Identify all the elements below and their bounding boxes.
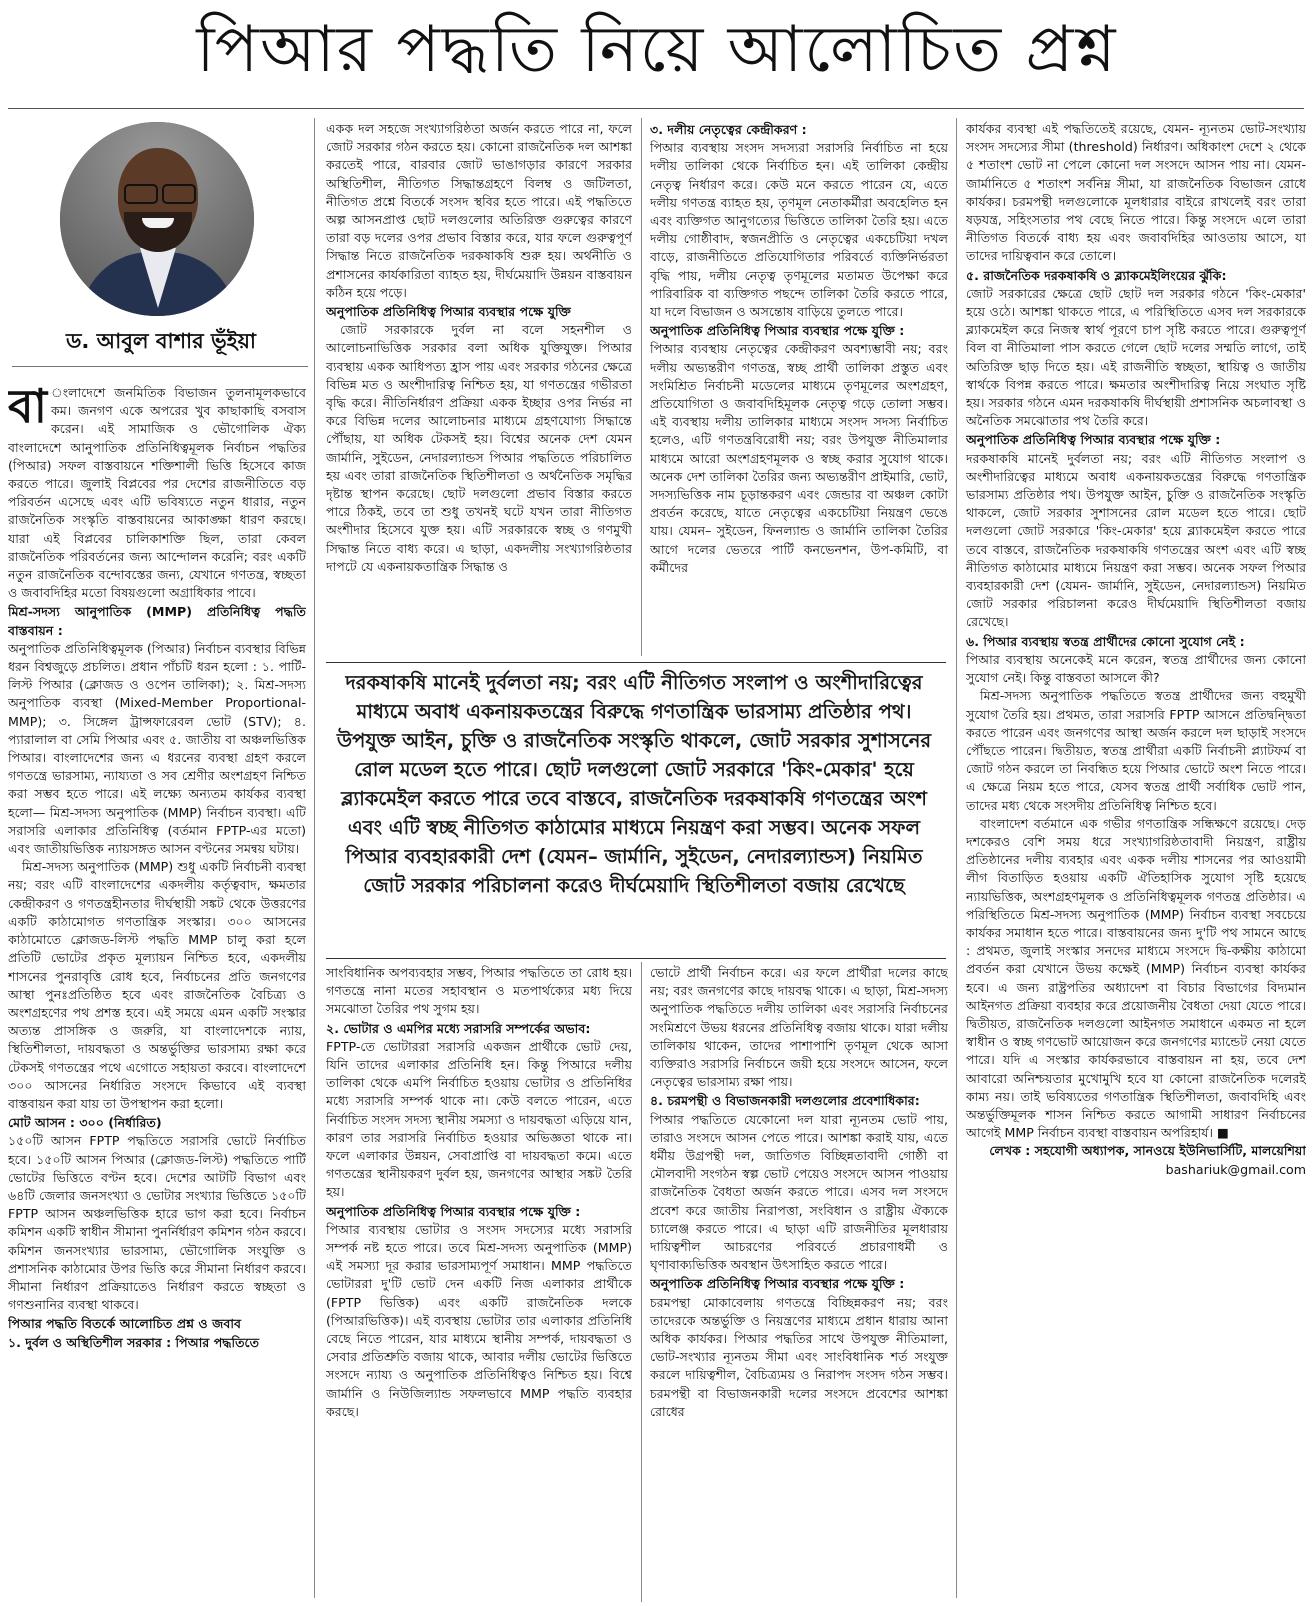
- paragraph: কার্যকর ব্যবস্থা এই পদ্ধতিতেই রয়েছে, যেমন- ন্যূনতম ভোট-সংখ্যায় সংসদ সদস্যের সীমা (threshold) নির্ধারণ। অধিকাংশ দেশে ২ থেকে ৫ শতাংশ ভোট না পেলে কোনো দল সংসদে আসন পায় না। যেমন- জার্মানিতে ৫ শতাংশ সর্বনিম্ন সীমা, যা রাজনৈতিক বিভাজন রোধে কার্যকর। চরমপন্থী দলগুলোকে মূলধারার বাইরে রাখলেই বরং তারা ষড়যন্ত্র, সহিংসতার পথ বেছে নিতে পারে। কিন্তু সংসদে এলে তারা নীতিগত বিতর্কে বাধ্য হয় এবং জবাবদিহির আওতায় আসে, যা তাদের দায়িত্ববান করে তোলে।: [966, 121, 1306, 264]
- column-divider: [641, 118, 642, 656]
- subheading: ৩. দলীয় নেতৃত্বের কেন্দ্রীকরণ :: [650, 122, 807, 137]
- pullquote-rule-top: [326, 662, 946, 663]
- column-divider: [641, 962, 642, 1602]
- paragraph: FPTP-তে ভোটাররা সরাসরি একজন প্রার্থীকে ভোট দেয়, যিনি তাদের এলাকার প্রতিনিধি হন। কিন্তু পিআরে দলীয় তালিকা থেকে এমপি নির্বাচিত হওয়ায় ভোটার ও প্রতিনিধির মধ্যে সরাসরি সম্পর্ক থাকে না। কেউ বলতে পারেন, এতে নির্বাচিত সংসদ সদস্য স্থানীয় সমস্যা ও দায়বদ্ধতা এড়িয়ে যান, কারণ তার সরাসরি নির্বাচিত হওয়ার অভিজ্ঞতা থাকে না। ফলে এলাকার উন্নয়ন, সেবাপ্রাপ্তি বা দায়বদ্ধতা কমে। এতে গণতন্ত্রের স্থানীয়করণ দুর্বল হয়, জনগণের আস্থার সঙ্কট তৈরি হয়।: [326, 1038, 632, 1200]
- column-2-bottom: [326, 964, 632, 1598]
- paragraph: সাংবিধানিক অপব্যবহার সম্ভব, পিআর পদ্ধতিতে তা রোধ হয়। গণতন্ত্রে নানা মতের সহাবস্থান ও মতপার্থক্যের মধ্য দিয়ে সমঝোতা তৈরির পথ সুগম হয়।: [326, 965, 632, 1017]
- column-3-bottom: [650, 964, 948, 1598]
- paragraph: পিআর পদ্ধতিতে যেকোনো দল যারা ন্যূনতম ভোট পায়, তারাও সংসদে আসন পেতে পারে। আশঙ্কা করাই যায়, এতে ধর্মীয় উগ্রপন্থী দল, জাতিগত বিচ্ছিন্নতাবাদী গোষ্ঠী বা মৌলবাদী সংগঠন স্বল্প ভোট পেয়েও সংসদে আসন পাওয়ায় রাজনৈতিক বৈধতা অর্জন করতে পারে। এসব দল সংসদে প্রবেশ করে জাতীয় নিরাপত্তা, সংবিধান ও রাষ্ট্রীয় ঐক্যকে চ্যালেঞ্জ করতে পারে। এ ছাড়া এটি রাজনীতির মূলধারায় দায়িত্বশীল আচরণের পরিবর্তে প্রচারণাধর্মী ও ঘৃণাবাক্যভিত্তিক অবস্থান উৎসাহিত করতে পারে।: [650, 1111, 948, 1273]
- subheading: মিশ্র-সদস্য আনুপাতিক (MMP) প্রতিনিধিত্ব পদ্ধতি বাস্তবায়ন :: [8, 604, 306, 638]
- headline-rule: [8, 108, 1304, 109]
- drop-cap: বা: [8, 384, 47, 433]
- subheading: পিআর পদ্ধতি বিতর্কে আলোচিত প্রশ্ন ও জবাব: [8, 1316, 242, 1332]
- paragraph: অনুপাতিক প্রতিনিধিত্বমূলক (পিআর) নির্বাচন ব্যবস্থার বিভিন্ন ধরন বিশ্বজুড়ে প্রচলিত। প্রধান পাঁচটি ধরন হলো : ১. পার্টি-লিস্ট পিআর (ক্লোজড ও ওপেন তালিকা); ২. মিশ্র-সদস্য অনুপাতিক ব্যবস্থা (Mixed-Member Proportional-MMP); ৩. সিঙ্গেল ট্রান্সফারেবল ভোট (STV); ৪. প্যারালাল বা সেমি পিআর এবং ৫. জাতীয় বা অঞ্চলভিত্তিক পিআর। বাংলাদেশের জন্য এ ধরনের ব্যবস্থা গ্রহণ করলে গণতন্ত্রে ভারসাম্য, ন্যায্যতা ও সব শ্রেণীর অংশগ্রহণ নিশ্চিত করা সম্ভব হতে পারে। এই লক্ষ্যে অন্যতম কার্যকর ব্যবস্থা হলো— মিশ্র-সদস্য অনুপাতিক (MMP) নির্বাচন ব্যবস্থা। এটি সরাসরি এলাকার প্রতিনিধিত্ব (বর্তমান FPTP-এর মতো) এবং জাতীয়ভিত্তিক ন্যায়সঙ্গত আসন বণ্টনের সমন্বয় ঘটায়।: [8, 640, 306, 857]
- column-4: [966, 120, 1306, 1598]
- headline: পিআর পদ্ধতি নিয়ে আলোচিত প্রশ্ন: [196, 13, 1118, 87]
- column-3-top: [650, 120, 948, 656]
- pull-quote: দরকষাকষি মানেই দুর্বলতা নয়; বরং এটি নীতিগত সংলাপ ও অংশীদারিত্বের মাধ্যমে অবাধ একনায়কতন্ত্রের বিরুদ্ধে গণতান্ত্রিক ভারসাম্য প্রতিষ্ঠার পথ। উপযুক্ত আইন, চুক্তি ও রাজনৈতিক সংস্কৃতি থাকলে, জোট সরকার সুশাসনের রোল মডেল হতে পারে। ছোট দলগুলো জোট সরকারে 'কিং-মেকার' হয়ে ব্ল্যাকমেইল করতে পারে তবে বাস্তবে, রাজনৈতিক দরকষাকষি গণতন্ত্রের অংশ এবং এটি স্বচ্ছ নীতিগত কাঠামোর মাধ্যমে নিয়ন্ত্রণ করা সম্ভব। অনেক সফল পিআর ব্যবহারকারী দেশ (যেমন– জার্মানি, সুইডেন, নেদারল্যান্ডস) নিয়মিত জোট সরকার পরিচালনা করেও দীর্ঘমেয়াদি স্থিতিশীলতা বজায় রেখেছে: [336, 671, 932, 897]
- paragraph: জোট সরকারকে দুর্বল না বলে সহনশীল ও আলোচনাভিত্তিক সরকার বলা অধিক যুক্তিযুক্ত। পিআর ব্যবস্থায় একক আধিপত্য হ্রাস পায় এবং সরকার গঠনের ক্ষেত্রে বিভিন্ন মত ও অংশীদারিত্ব নিশ্চিত হয়, যা গণতন্ত্রের গভীরতা বৃদ্ধি করে। নীতিনির্ধারণ প্রক্রিয়া একক ইচ্ছার ওপর নির্ভর না করে বিভিন্ন দলের আলোচনার মাধ্যমে গ্রহণযোগ্য সিদ্ধান্তে পৌঁছায়, যা অধিক টেকসই হয়। বিশ্বের অনেক দেশ যেমন জার্মানি, সুইডেন, নেদারল্যান্ডস পিআর পদ্ধতিতে পরিচালিত হয় এবং তারা রাজনৈতিক স্থিতিশীলতা ও অর্থনৈতিক সমৃদ্ধির দৃষ্টান্ত স্থাপন করেছে। ছোট দলগুলো প্রভাব বিস্তার করতে পারে ঠিকই, তবে তা শুধু তখনই ঘটে যখন তারা নীতিগত অংশীদার হিসেবে যুক্ত হয়। এটি সরকারকে স্বচ্ছ ও গণমুখী সিদ্ধান্ত নিতে বাধ্য করে। এ ছাড়া, একদলীয় সংখ্যাগরিষ্ঠতার দাপটে যে একনায়কতান্ত্রিক সিদ্ধান্ত ও: [326, 322, 632, 574]
- author-byline: ড. আবুল বাশার ভূঁইয়া: [65, 329, 257, 353]
- column-divider: [956, 118, 957, 1598]
- paragraph: পিআর ব্যবস্থায় নেতৃত্বের কেন্দ্রীকরণ অবশ্যম্ভাবী নয়; বরং দলীয় অভ্যন্তরীণ গণতন্ত্র, স্বচ্ছ প্রার্থী তালিকা প্রস্তুত এবং সংমিশ্রিত নির্বাচনী মডেলের মাধ্যমে তৃণমূলের অংশগ্রহণ, প্রতিযোগিতা ও জবাবদিহিমূলক নেতৃত্ব গড়ে তোলা সম্ভব। এই ব্যবস্থায় দলীয় তালিকার মাধ্যমে সংসদ সদস্য নির্বাচিত হলেও, এটি গণতন্ত্রবিরোধী নয়; বরং উপযুক্ত নীতিমালার মাধ্যমে আরো অংশগ্রহণমূলক ও স্বচ্ছ করার সুযোগ থাকে। অনেক দেশ তালিকা তৈরির জন্য অভ্যন্তরীণ প্রাইমারি, ভোট, সদস্যভিত্তিক নাম চূড়ান্তকরণ এবং জেন্ডার বা অঞ্চল কোটা প্রবর্তন করেছে, যাতে নেতৃত্বের একচেটিয়া নিয়ন্ত্রণ ভেঙে যায়। যেমন– সুইডেন, ফিনল্যান্ড ও জার্মানি তালিকা তৈরির আগে দলের ভেতরে পার্টি কনভেনশন, উপ-কমিটি, বা কর্মীদের: [650, 341, 948, 575]
- intro-paragraph: বা ংলাদেশে জনমিতিক বিভাজন তুলনামূলকভাবে কম। জনগণ একে অপরের খুব কাছাকাছি বসবাস করেন। এই সামাজিক ও ভৌগোলিক ঐক্য বাংলাদেশে আনুপাতিক প্রতিনিধিত্বমূলক নির্বাচন পদ্ধতির (পিআর) সফল বাস্তবায়নে শক্তিশালী ভিত্তি হিসেবে কাজ করতে পারে। জুলাই বিপ্লবের পর দেশের রাজনীতিতে বড় পরিবর্তন এসেছে এবং এটি ভবিষ্যতে নতুন ধারার, নতুন রাজনৈতিক সংস্কৃতি বাস্তবায়নের আকাঙ্ক্ষা ধারণ করছে। যারা এই বিপ্লবের চালিকাশক্তি ছিল, তারা কেবল রাজনৈতিক পরিবর্তনের জন্য আন্দোলন করেনি; বরং একটি নতুন রাজনৈতিক বন্দোবস্তের জন্য, যেখানে গণতন্ত্র, স্বচ্ছতা ও জবাবদিহির মতো বিষয়গুলো অগ্রাধিকার পাবে।: [8, 384, 306, 601]
- subheading: অনুপাতিক প্রতিনিধিত্ব পিআর ব্যবস্থার পক্ষে যুক্তি :: [326, 1203, 581, 1219]
- author-email: bashariuk@gmail.com: [1165, 1161, 1306, 1177]
- paragraph: পিআর ব্যবস্থায় সংসদ সদস্যরা সরাসরি নির্বাচিত না হয়ে দলীয় তালিকা থেকে নির্বাচিত হন। এই তালিকা কেন্দ্রীয় নেতৃত্ব নির্ধারণ করে। কেউ মনে করতে পারেন যে, এতে দলীয় গণতন্ত্র ব্যাহত হয়, তৃণমূল নেতাকর্মীরা অবহেলিত হন এবং ব্যক্তিগত আনুগত্যের ভিত্তিতে তালিকা তৈরি হয়। এতে দলীয় গোষ্ঠীবাদ, স্বজনপ্রীতি ও নেতৃত্বের একচেটিয়া দখল বাড়ে, রাজনীতিতে প্রতিযোগিতার পরিবর্তে ব্যক্তিনির্ভরতা বৃদ্ধি পায়, দলীয় নেতৃত্ব তৃণমূলের মতামত উপেক্ষা করে পারিবারিক বা ব্যক্তিগত পছন্দে তালিকা তৈরি করতে পারে, যা দলে বিভাজন ও অসন্তোষ বাড়িয়ে তুলতে পারে।: [650, 140, 948, 320]
- paragraph: মিশ্র-সদস্য অনুপাতিক (MMP) শুধু একটি নির্বাচনী ব্যবস্থা নয়; বরং এটি বাংলাদেশের একদলীয় কর্তৃত্ববাদ, ক্ষমতার কেন্দ্রীকরণ ও গণতন্ত্রহীনতার দীর্ঘস্থায়ী সঙ্কট থেকে উত্তরণের একটি কাঠামোগত গণতান্ত্রিক সংস্কার। ৩০০ আসনের কাঠামোতে ক্লোজড-লিস্ট পদ্ধতি MMP চালু করা হলে প্রতিটি ভোটের প্রকৃত মূল্যায়ন নিশ্চিত হবে, একদলীয় শাসনের পুনরাবৃত্তি রোধ হবে, নির্বাচনের প্রতি জনগণের আস্থা পুনঃপ্রতিষ্ঠিত হবে এবং রাজনৈতিক বৈচিত্র্য ও অংশগ্রহণের পথ প্রশস্ত হবে। এই সময়ে এমন একটি সংস্কার অত্যন্ত প্রাসঙ্গিক ও জরুরি, যা বাংলাদেশকে ন্যায়, স্থিতিশীলতা, দায়বদ্ধতা ও অন্তর্ভুক্তির ভারসাম্য রক্ষা করে টেকসই গণতন্ত্রের পথে এগোতে সহায়তা করবে। বাংলাদেশে ৩০০ আসনের নির্ধারিত সংসদে কিভাবে এই ব্যবস্থা বাস্তবায়ন করা যায় তা উপস্থাপন করা হলো।: [8, 859, 306, 1111]
- paragraph: বাংলাদেশ বর্তমানে এক গভীর গণতান্ত্রিক সন্ধিক্ষণে রয়েছে। দেড় দশকেরও বেশি সময় ধরে সংখ্যাগরিষ্ঠতাবাদী নিয়ন্ত্রণ, রাষ্ট্রীয় প্রতিষ্ঠানের দলীয় ব্যবহার এবং একক দলীয় শাসনের পর আওয়ামী লীগ বিতাড়িত হওয়ায় একটি ঐতিহাসিক সুযোগ সৃষ্টি হয়েছে ন্যায়ভিত্তিক, অংশগ্রহণমূলক ও প্রতিনিধিত্বমূলক গণতন্ত্র প্রতিষ্ঠার। এ পরিস্থিতিতে মিশ্র-সদস্য অনুপাতিক (MMP) নির্বাচন ব্যবস্থা সবচেয়ে কার্যকর সমাধান হতে পারে। বাস্তবায়নের জন্য দু'টি পথ সামনে আছে : প্রথমত, জুলাই সংস্কার সনদের মাধ্যমে সংসদে দ্বি-কক্ষীয় কাঠামো প্রবর্তন করা যেখানে উভয় কক্ষেই (MMP) নির্বাচন ব্যবস্থা কার্যকর হবে। এ জন্য রাষ্ট্রপতির অধ্যাদেশ বা বিচার বিভাগের বিদ্যমান আইনগত প্রক্রিয়া ব্যবহার করে প্রয়োজনীয় বৈধতা দেয়া যেতে পারে। দ্বিতীয়ত, রাজনৈতিক দলগুলো আইনগত সমাধানে একমত না হলে স্বাধীন ও স্বচ্ছ গণভোট আয়োজন করে জনগণের ম্যান্ডেট নেয়া যেতে পারে। যদি এ সংস্কার কার্যকরভাবে বাস্তবায়ন না হয়, তবে দেশ আবারো অনিশ্চয়তার মুখোমুখি হবে যা কোনো রাজনৈতিক দলেরই কাম্য নয়। তাই ভবিষ্যতের গণতান্ত্রিক স্থিতিশীলতা, জবাবদিহি এবং অন্তর্ভুক্তিমূলক শাসন নিশ্চিত করতে আগামী সাধারণ নির্বাচনের আগেই MMP নির্বাচন ব্যবস্থা বাস্তবায়ন অপরিহার্য। ■: [966, 815, 1306, 1141]
- paragraph: জোট সরকারের ক্ষেত্রে ছোট ছোট দল সরকার গঠনে 'কিং-মেকার' হয়ে ওঠে। আশঙ্কা থাকতে পারে, এ পরিস্থিতিতে এসব দল সরকারকে ব্ল্যাকমেইল করে নিজস্ব স্বার্থ পূরণে চাপ সৃষ্টি করতে পারে। গুরুত্বপূর্ণ বিল বা নীতিমালা পাস করতে গেলে ছোট দলের সম্মতি লাগে, তাই অতিরিক্ত ছাড় দিতে হয়। এই রাজনীতি স্বচ্ছতা, স্থায়িত্ব ও জাতীয় স্বার্থকে বিপন্ন করতে পারে। ক্ষমতার অংশীদারিত্ব নিয়ে সংঘাত সৃষ্টি হয়। সরকার গঠনে এমন দরকষাকষি দীর্ঘস্থায়ী প্রশাসনিক অচলাবস্থা ও অনৈতিক সমঝোতার পথ তৈরি করে।: [966, 285, 1306, 429]
- paragraph: ১৫০টি আসন FPTP পদ্ধতিতে সরাসরি ভোটে নির্বাচিত হবে। ১৫০টি আসন পিআর (ক্লোজড-লিস্ট) পদ্ধতিতে পার্টি ভোটের ভিত্তিতে বণ্টন হবে। দেশের আটটি বিভাগ এবং ৬৪টি জেলার জনসংখ্যা ও ভোটার সংখ্যার ভিত্তিতে ১৫০টি FPTP আসন অঞ্চলভিত্তিক হারে ভাগ করা হবে। নির্বাচন কমিশন একটি স্বাধীন সীমানা পুনর্নির্ধারণ কমিশন গঠন করবে। কমিশন জনসংখ্যার ভারসাম্য, ভৌগোলিক সংযুক্তি ও প্রশাসনিক কাঠামোর উপর ভিত্তি করে সীমানা নির্ধারণ করবে। সীমানা নির্ধারণ প্রক্রিয়াতেও নির্ধারণ করতে স্বচ্ছতা ও গণশুনানির ব্যবস্থা থাকবে।: [8, 1133, 306, 1313]
- paragraph: মিশ্র-সদস্য অনুপাতিক পদ্ধতিতে স্বতন্ত্র প্রার্থীদের জন্য বহুমুখী সুযোগ তৈরি হয়। প্রথমত, তারা সরাসরি FPTP আসনে প্রতিদ্বন্দ্বিতা করতে পারেন এবং জনগণের আস্থা অর্জন করলে দল ছাড়াই সংসদে পৌঁছতে পারেন। দ্বিতীয়ত, স্বতন্ত্র প্রার্থীরা একটি নির্বাচনী প্ল্যাটফর্ম বা জোট গঠন করলে তা নিবন্ধিত হয়ে পিআর ভোটে অংশ নিতে পারে। এ ক্ষেত্রে নিয়ম হতে পারে, যেসব স্বতন্ত্র প্রার্থী সর্বাধিক ভোট পান, তাদের মধ্য থেকে সংসদীয় প্রতিনিধিত্ব নিশ্চিত হবে।: [966, 688, 1306, 813]
- author-photo: [60, 122, 254, 316]
- subheading: ৫. রাজনৈতিক দরকষাকষি ও ব্ল্যাকমেইলিংয়ের ঝুঁকি:: [966, 267, 1227, 283]
- subheading: অনুপাতিক প্রতিনিধিত্ব পিআর ব্যবস্থার পক্ষে যুক্তি :: [650, 323, 905, 339]
- column-2-top: [326, 120, 632, 656]
- paragraph: দরকষাকষি মানেই দুর্বলতা নয়; বরং এটি নীতিগত সংলাপ ও অংশীদারিত্বের মাধ্যমে অবাধ একনায়কতন্ত্রের বিরুদ্ধে গণতান্ত্রিক ভারসাম্য প্রতিষ্ঠার পথ। উপযুক্ত আইন, চুক্তি ও রাজনৈতিক সংস্কৃতি থাকলে, জোট সরকার সুশাসনের রোল মডেল হতে পারে। ছোট দলগুলো জোট সরকারে 'কিং-মেকার' হয়ে ব্ল্যাকমেইল করতে পারে তবে বাস্তবে, রাজনৈতিক দরকষাকষি গণতন্ত্রের অংশ এবং এটি স্বচ্ছ নীতিগত কাঠামোর মাধ্যমে নিয়ন্ত্রণ করা সম্ভব। অনেক সফল পিআর ব্যবহারকারী দেশ (যেমন- জার্মানি, সুইডেন, নেদারল্যান্ডস) নিয়মিত জোট সরকার পরিচালনা করেও দীর্ঘমেয়াদি স্থিতিশীলতা বজায় রেখেছে।: [966, 450, 1306, 630]
- paragraph: চরমপন্থা মোকাবেলায় গণতন্ত্রে বিচ্ছিন্নকরণ নয়; বরং তাদেরকে অন্তর্ভুক্তি ও নিয়ন্ত্রণের মাধ্যমে প্রধান ধারায় আনা অধিক কার্যকর। পিআর পদ্ধতির সাথে উপযুক্ত নীতিমালা, ভোট-সংখ্যার ন্যূনতম সীমা এবং সাংবিধানিক শর্ত সংযুক্ত করলে দায়িত্বশীল, বৈচিত্র্যময় ও নিরাপদ সংসদ গঠন সম্ভব। চরমপন্থী বা বিভাজনকারী দলের সংসদে প্রবেশের আশঙ্কা রোধের: [650, 1294, 948, 1419]
- subheading: অনুপাতিক প্রতিনিধিত্ব পিআর ব্যবস্থার পক্ষে যুক্তি: [326, 304, 571, 320]
- paragraph: পিআর ব্যবস্থায় অনেকেই মনে করেন, স্বতন্ত্র প্রার্থীদের জন্য কোনো সুযোগ নেই। কিন্তু বাস্তবতা আসলে কী?: [966, 651, 1306, 686]
- subheading: ৬. পিআর ব্যবস্থায় স্বতন্ত্র প্রার্থীদের কোনো সুযোগ নেই :: [966, 633, 1245, 649]
- subheading: ২. ভোটার ও এমপির মধ্যে সরাসরি সম্পর্কের অভাব:: [326, 1020, 591, 1036]
- paragraph: একক দল সহজে সংখ্যাগরিষ্ঠতা অর্জন করতে পারে না, ফলে জোট সরকার গঠন করতে হয়। কোনো রাজনৈতিক দল আশঙ্কা করতেই পারে, বারবার জোট ভাঙাগড়ার কারণে সরকার অস্থিতিশীল, নীতিগত সিদ্ধান্তগ্রহণে বিলম্ব ও জটিলতা, নীতিগত প্রশ্নে বিতর্কে সংসদ স্থবির হতে পারে। এই পদ্ধতিতে অল্প আসনপ্রাপ্ত ছোট দলগুলোর অতিরিক্ত গুরুত্বের কারণে তারা বড় দলের ওপর প্রভাব বিস্তার করে, যার ফলে গুরুত্বপূর্ণ সিদ্ধান্ত নিতে রাজনৈতিক দরকষাকষি শুরু হয়। অর্থনীতি ও প্রশাসনের কার্যকারিতা ব্যাহত হয়, দীর্ঘমেয়াদি উন্নয়ন বাস্তবায়ন কঠিন হয়ে পড়ে।: [326, 121, 632, 300]
- subheading: অনুপাতিক প্রতিনিধিত্ব পিআর ব্যবস্থার পক্ষে যুক্তি :: [966, 432, 1221, 448]
- column-divider: [314, 118, 315, 1598]
- pullquote-rule-bottom: [326, 958, 946, 959]
- author-signature: লেখক : সহযোগী অধ্যাপক, সানওয়ে ইউনিভার্সিটি, মালয়েশিয়া: [989, 1143, 1306, 1159]
- subheading: মোট আসন : ৩০০ (নির্ধারিত): [8, 1115, 162, 1131]
- byline-rule: [12, 366, 308, 367]
- subheading: ৪. চরমপন্থী ও বিভাজনকারী দলগুলোর প্রবেশাধিকার:: [650, 1093, 920, 1109]
- paragraph: ১. দুর্বল ও অস্থিতিশীল সরকার : পিআর পদ্ধতিতে: [8, 1334, 260, 1350]
- subheading: অনুপাতিক প্রতিনিধিত্ব পিআর ব্যবস্থার পক্ষে যুক্তি :: [650, 1276, 905, 1292]
- paragraph: পিআর ব্যবস্থায় ভোটার ও সংসদ সদস্যের মধ্যে সরাসরি সম্পর্ক নষ্ট হতে পারে। তবে মিশ্র-সদস্য অনুপাতিক (MMP) এই সমস্যা দূর করার ভারসাম্যপূর্ণ সমাধান। MMP পদ্ধতিতে ভোটাররা দু'টি ভোট দেন একটি নিজ এলাকার প্রার্থীকে (FPTP ভিত্তিক) এবং একটি রাজনৈতিক দলকে (পিআরভিত্তিক)। এই ব্যবস্থায় ভোটার তার এলাকার প্রতিনিধি বেছে নিতে পারেন, যার মাধ্যমে স্থানীয় সম্পর্ক, দায়বদ্ধতা ও সেবার প্রতিশ্রুতি বজায় থাকে, আবার দলীয় ভোটের ভিত্তিতে সংসদে ন্যায্য ও অনুপাতিক প্রতিনিধিত্বও নিশ্চিত হয়। বিশ্বে জার্মানি ও নিউজিল্যান্ড সফলভাবে MMP পদ্ধতি ব্যবহার করছে।: [326, 1221, 632, 1419]
- column-1: [8, 384, 306, 1598]
- paragraph: ভোটে প্রার্থী নির্বাচন করে। এর ফলে প্রার্থীরা দলের কাছে নয়; বরং জনগণের কাছে দায়বদ্ধ থাকে। এ ছাড়া, মিশ্র-সদস্য অনুপাতিক পদ্ধতিতে দলীয় তালিকা এবং সরাসরি নির্বাচনের সংমিশ্রণে উভয় ধরনের প্রতিনিধিত্ব বজায় থাকে। যারা দলীয় তালিকায় থাকেন, তাদের পাশাপাশি তৃণমূল থেকে আসা ব্যক্তিরাও সরাসরি নির্বাচনে জয়ী হয়ে সংসদে আসেন, ফলে নেতৃত্বের ভারসাম্য রক্ষা পায়।: [650, 965, 948, 1090]
